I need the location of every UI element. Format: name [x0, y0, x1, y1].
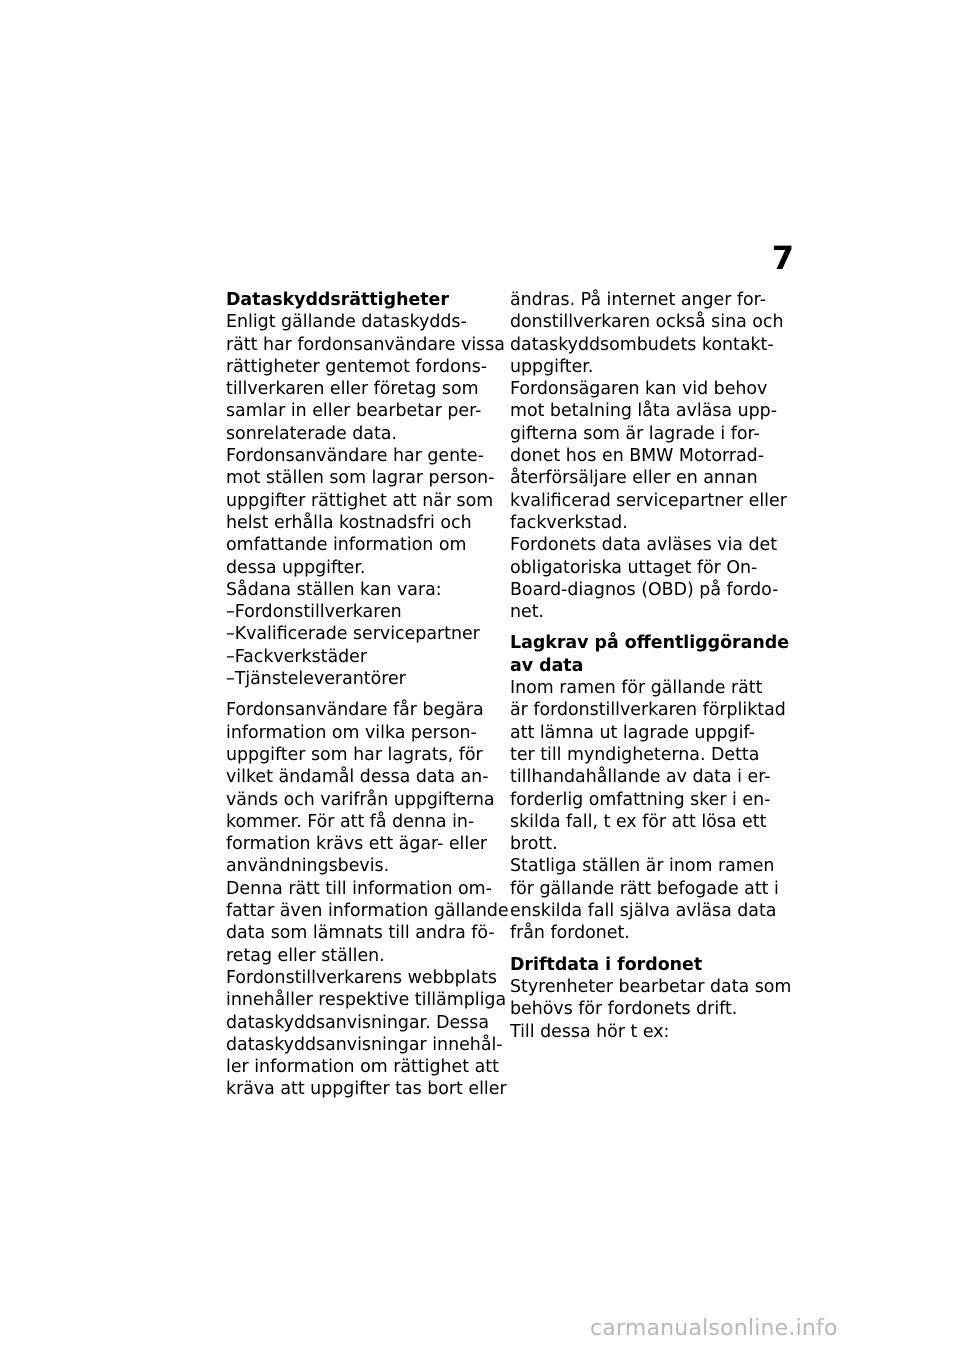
text-line: kräva att uppgifter tas bort eller — [226, 1079, 507, 1100]
text-line: vilket ändamål dessa data an- — [226, 767, 489, 788]
paragraph — [226, 878, 509, 967]
paragraph — [226, 311, 505, 445]
text-line: skilda fall, t ex för att lösa ett — [510, 811, 767, 832]
text-line: från fordonet. — [510, 923, 630, 944]
text-line: användningsbevis. — [226, 856, 390, 877]
text-line: –Fordonstillverkaren — [226, 602, 402, 623]
paragraph — [510, 1021, 784, 1043]
paragraph — [226, 699, 496, 877]
text-line: Denna rätt till information om- — [226, 878, 492, 899]
text-line: omfattande information om — [226, 535, 467, 556]
text-line: behövs för fordonets drift. — [510, 999, 738, 1020]
paragraph — [510, 378, 787, 534]
text-line: Inom ramen för gällande rätt — [510, 678, 763, 699]
left-column — [226, 289, 509, 1101]
text-line: donet hos en BMW Motorrad- — [510, 446, 764, 467]
paragraph — [510, 855, 784, 944]
text-line: dataskyddsanvisningar innehål- — [226, 1034, 503, 1055]
paragraph — [226, 579, 496, 690]
text-line: återförsäljare eller en annan — [510, 468, 758, 489]
text-line: information om vilka person- — [226, 722, 477, 743]
paragraph-gap — [226, 690, 496, 699]
text-line: mot ställen som lagrar person- — [226, 468, 495, 489]
text-line: formation krävs ett ägar- eller — [226, 834, 488, 855]
text-line: uppgifter rättighet att när som — [226, 490, 494, 511]
text-line: –Fackverkstäder — [226, 646, 368, 667]
text-line: brott. — [510, 834, 558, 855]
heading-line: av data — [510, 655, 584, 676]
text-line: donstillverkaren också sina och — [510, 312, 784, 333]
text-line: Board-diagnos (OBD) på fordo- — [510, 579, 779, 600]
heading-line: Driftdata i fordonet — [510, 954, 703, 975]
text-line: rättigheter gentemot fordons- — [226, 356, 488, 377]
text-line: uppgifter. — [510, 356, 594, 377]
text-line: forderlig omfattning sker i en- — [510, 789, 771, 810]
watermark: carmanualsonline.info — [590, 1316, 838, 1341]
text-line: kommer. För att få denna in- — [226, 811, 475, 832]
text-line: Fordonets data avläses via det — [510, 535, 778, 556]
text-line: Styrenheter bearbetar data som — [510, 976, 792, 997]
heading-line: Dataskyddsrättigheter — [226, 290, 449, 310]
text-line: gifterna som är lagrade i for- — [510, 423, 760, 444]
text-line: är fordonstillverkaren förpliktad — [510, 700, 786, 721]
heading-line: Lagkrav på offentliggörande — [510, 633, 789, 654]
section-heading — [226, 289, 496, 311]
page-number: 7 — [771, 239, 794, 277]
paragraph — [510, 677, 784, 855]
text-line: Enligt gällande dataskydds- — [226, 312, 467, 333]
text-line: ändras. På internet anger for- — [510, 290, 766, 310]
text-line: enskilda fall själva avläsa data — [510, 901, 777, 922]
paragraph — [226, 445, 496, 579]
text-line: Sådana ställen kan vara: — [226, 579, 442, 600]
section-heading — [510, 954, 784, 976]
text-line: att lämna ut lagrade uppgif- — [510, 722, 755, 743]
text-line: ter till myndigheterna. Detta — [510, 744, 760, 765]
text-line: net. — [510, 602, 545, 623]
text-line: vänds och varifrån uppgifterna — [226, 789, 495, 810]
text-line: kvalificerad servicepartner eller — [510, 490, 787, 511]
text-line: retag eller ställen. — [226, 945, 385, 966]
text-line: samlar in eller bearbetar per- — [226, 401, 482, 422]
text-line: –Tjänsteleverantörer — [226, 669, 406, 690]
text-line: sonrelaterade data. — [226, 423, 397, 444]
text-line: för gällande rätt befogade att i — [510, 878, 779, 899]
text-line: fackverkstad. — [510, 512, 628, 533]
text-line: rätt har fordonsanvändare vissa — [226, 334, 505, 355]
text-line: Till dessa hör t ex: — [510, 1021, 670, 1042]
text-line: tillverkaren eller företag som — [226, 379, 479, 400]
text-line: innehåller respektive tillämpliga — [226, 990, 507, 1011]
text-line: dataskyddsanvisningar. Dessa — [226, 1012, 490, 1033]
text-line: Fordonsanvändare får begära — [226, 700, 484, 721]
text-line: fattar även information gällande — [226, 901, 509, 922]
text-line: obligatoriska uttaget för On- — [510, 557, 758, 578]
paragraph — [510, 534, 784, 623]
paragraph-gap — [510, 945, 784, 954]
text-line: tillhandahållande av data i er- — [510, 767, 771, 788]
section-heading — [510, 632, 789, 677]
right-column — [510, 289, 792, 1043]
text-line: uppgifter som har lagrats, för — [226, 744, 483, 765]
text-line: –Kvalificerade servicepartner — [226, 624, 480, 645]
text-line: dessa uppgifter. — [226, 557, 366, 578]
paragraph-gap — [510, 623, 784, 632]
text-line: dataskyddsombudets kontakt- — [510, 334, 774, 355]
text-line: Fordonstillverkarens webbplats — [226, 967, 497, 988]
text-line: Fordonsägaren kan vid behov — [510, 379, 768, 400]
text-line: ler information om rättighet att — [226, 1057, 499, 1078]
text-line: Fordonsanvändare har gente- — [226, 446, 484, 467]
text-line: helst erhålla kostnadsfri och — [226, 512, 472, 533]
text-line: data som lämnats till andra fö- — [226, 923, 495, 944]
paragraph — [226, 967, 507, 1101]
text-line: Statliga ställen är inom ramen — [510, 856, 775, 877]
paragraph — [510, 289, 784, 378]
text-line: mot betalning låta avläsa upp- — [510, 401, 777, 422]
paragraph — [510, 976, 792, 1021]
